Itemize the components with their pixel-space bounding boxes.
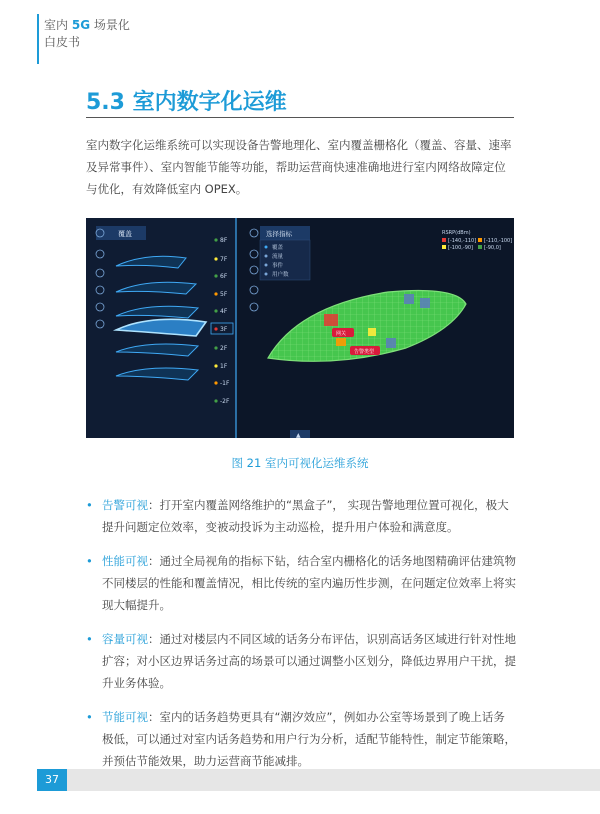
floor-item[interactable]: 4F bbox=[220, 308, 228, 315]
bullet-energy-visibility bbox=[86, 706, 516, 772]
bullet-performance-visibility bbox=[86, 550, 516, 616]
bullet-alarm-visibility bbox=[86, 494, 516, 538]
legend-item: [-90,0] bbox=[484, 245, 501, 251]
floor-item[interactable]: 2F bbox=[220, 345, 228, 352]
header-accent-bar bbox=[37, 14, 39, 64]
header-title: 室内 5G 场景化 bbox=[44, 18, 130, 32]
bullet-separator: ： bbox=[148, 632, 160, 646]
bullet-separator: ： bbox=[148, 710, 160, 724]
chevron-up-icon: ▲ bbox=[296, 432, 301, 438]
legend-item: [-110,-100] bbox=[484, 238, 513, 244]
figure-screenshot bbox=[86, 218, 514, 438]
header-subtitle: 白皮书 bbox=[44, 35, 81, 49]
alarm-tag-label: 告警类型 bbox=[354, 349, 375, 355]
alarm-tag-label: 网关 bbox=[336, 331, 347, 337]
bullet-dot-icon: • bbox=[86, 498, 93, 512]
bullet-dot-icon: • bbox=[86, 710, 93, 724]
section-divider bbox=[86, 117, 514, 118]
figure-svg bbox=[86, 218, 514, 438]
left-panel-header: 覆盖 bbox=[118, 230, 132, 238]
menu-item-coverage[interactable]: 覆盖 bbox=[272, 245, 284, 251]
bullet-capacity-visibility bbox=[86, 628, 516, 694]
bullet-text: 通过全局视角的指标下钻，结合室内栅格化的话务地图精确评估建筑物不同楼层的性能和覆盖情况，相比传统的室内遍历性步测，在问题定位效率上将实现大幅提升。 bbox=[102, 554, 516, 612]
bullet-separator: ： bbox=[148, 554, 160, 568]
floor-item[interactable]: 7F bbox=[220, 256, 228, 263]
floor-item-selected[interactable]: 3F bbox=[220, 326, 228, 333]
right-panel-header[interactable]: 选择指标 bbox=[266, 230, 292, 238]
bullet-text: 通过对楼层内不同区域的话务分布评估，识别高话务区域进行针对性地扩容；对小区边界话务过高的场景可以通过调整小区划分，降低边界用户干扰，提升业务体验。 bbox=[102, 632, 516, 690]
menu-item-events[interactable]: 事件 bbox=[272, 263, 284, 269]
bullet-term: 性能可视 bbox=[102, 554, 148, 568]
floor-item[interactable]: -1F bbox=[220, 380, 230, 387]
legend-item: [-140,-110] bbox=[448, 238, 477, 244]
bullet-separator: ： bbox=[148, 498, 160, 512]
bullet-text: 室内的话务趋势更具有“潮汐效应”，例如办公室等场景到了晚上话务极低，可以通过对室内话务趋势和用户行为分析，适配节能特性，制定节能策略，并预估节能效果，助力运营商节能减排。 bbox=[102, 710, 516, 768]
menu-item-users[interactable]: 用户数 bbox=[272, 272, 289, 278]
menu-item-traffic[interactable]: 流量 bbox=[272, 254, 284, 260]
floor-item[interactable]: 1F bbox=[220, 363, 228, 370]
bullet-list bbox=[86, 494, 516, 784]
floor-item[interactable]: -2F bbox=[220, 398, 230, 405]
floor-item[interactable]: 6F bbox=[220, 273, 228, 280]
bullet-term: 容量可视 bbox=[102, 632, 148, 646]
intro-paragraph: 室内数字化运维系统可以实现设备告警地理化、室内覆盖栅格化（覆盖、容量、速率及异常事件）、室内智能节能等功能，帮助运营商快速准确地进行室内网络故障定位与优化，有效降低室内 OPEX。 bbox=[86, 138, 512, 196]
bullet-dot-icon: • bbox=[86, 632, 93, 646]
bullet-term: 节能可视 bbox=[102, 710, 148, 724]
figure-caption: 图 21 室内可视化运维系统 bbox=[231, 456, 369, 470]
legend-item: [-100,-90] bbox=[448, 245, 474, 251]
section-title: 5.3 室内数字化运维 bbox=[86, 90, 287, 115]
floor-item[interactable]: 8F bbox=[220, 237, 228, 244]
bullet-text: 打开室内覆盖网络维护的“黑盒子”， 实现告警地理位置可视化，极大提升问题定位效率，变被动投诉为主动巡检，提升用户体验和满意度。 bbox=[102, 498, 509, 534]
footer-bar bbox=[67, 769, 600, 791]
floor-item[interactable]: 5F bbox=[220, 291, 228, 298]
page-number: 37 bbox=[37, 769, 67, 791]
legend-title: RSRP(dBm) bbox=[442, 230, 471, 236]
bullet-term: 告警可视 bbox=[102, 498, 148, 512]
bullet-dot-icon: • bbox=[86, 554, 93, 568]
